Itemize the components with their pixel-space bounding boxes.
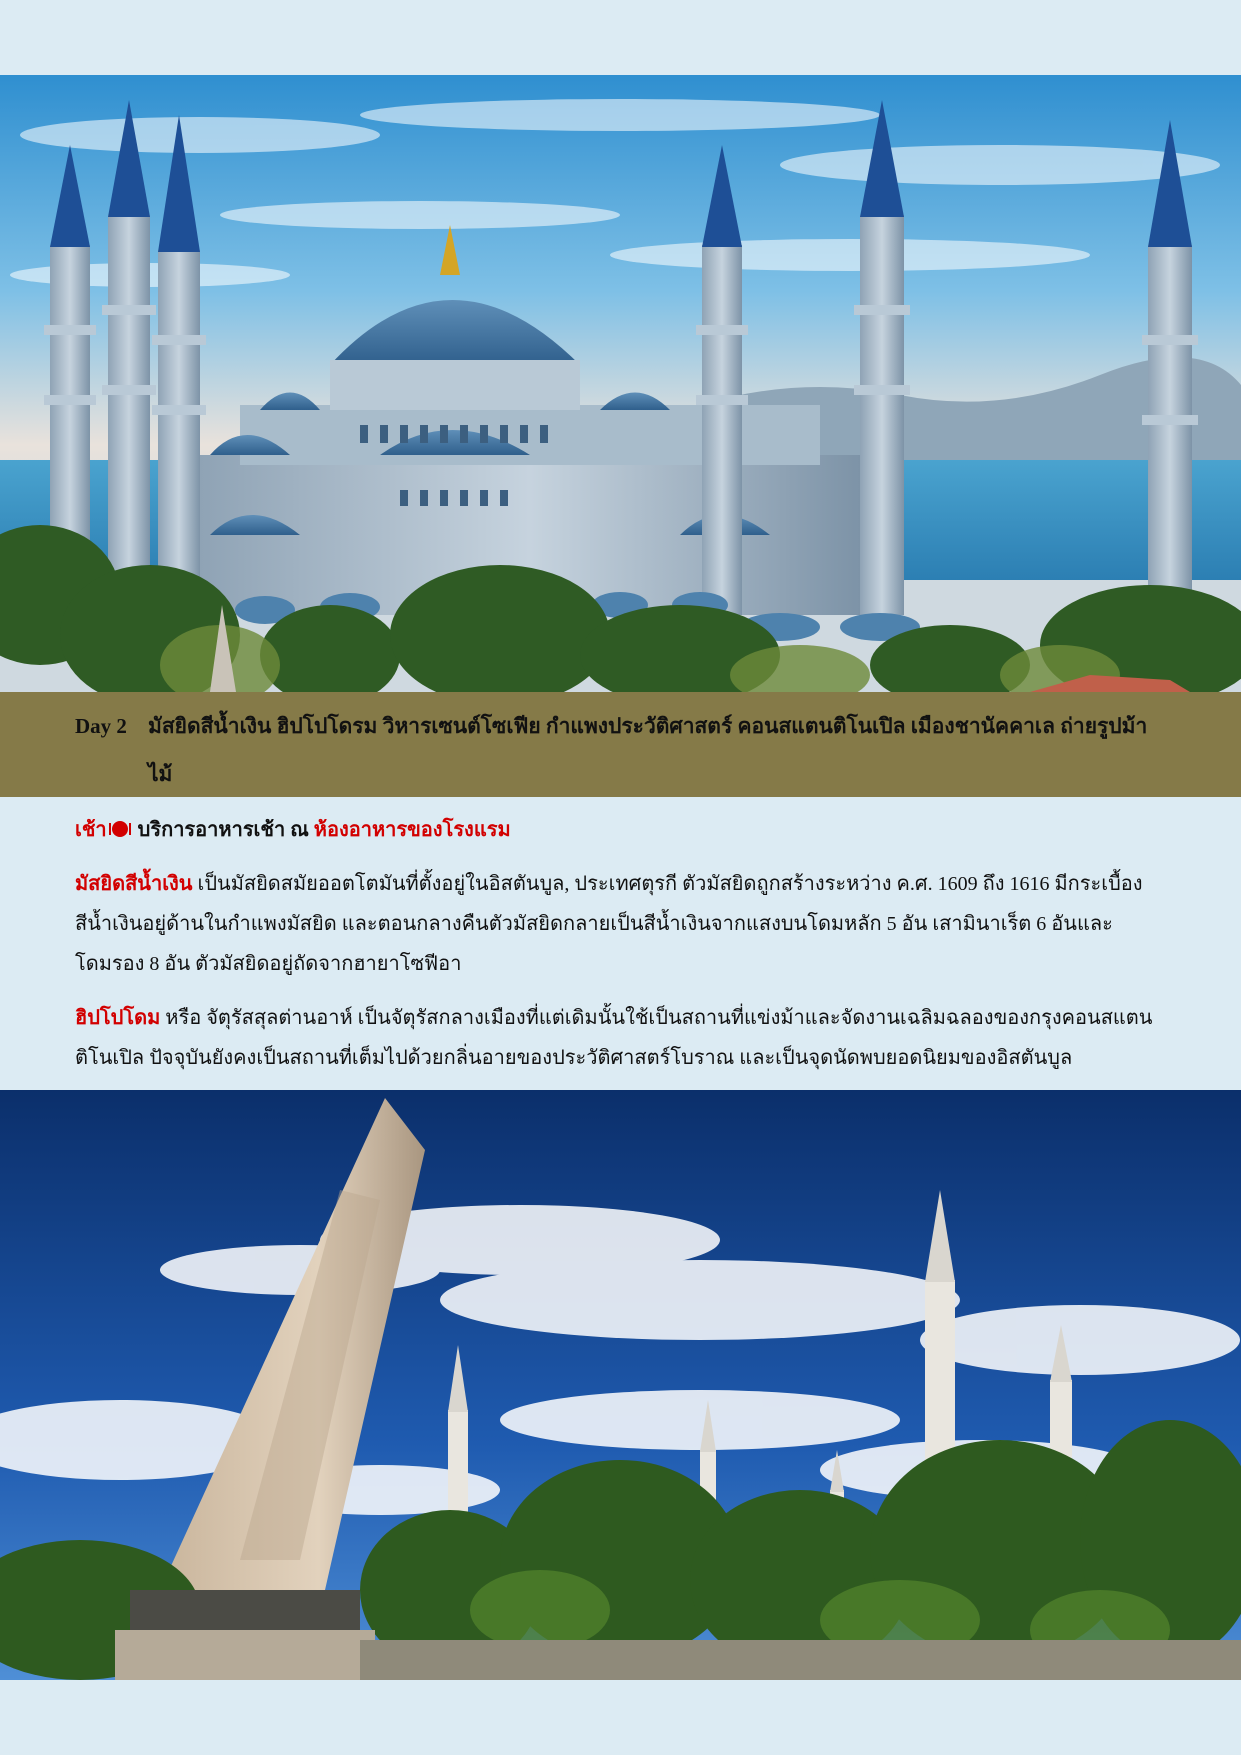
day-title: มัสยิดสีน้ำเงิน ฮิปโปโดรม วิหารเซนต์โซเฟีย กำแพงประวัติศาสตร์ คอนสแตนติโนเปิล เมืองชานัคคาเล ถ่ายรูปม้าไม้ [148,714,1148,786]
hippodrome-name: ฮิปโปโดม [75,1007,161,1029]
meal-label: เช้า [75,819,107,841]
breakfast-place: ห้องอาหารของโรงแรม [313,819,511,841]
blue-mosque-text: เป็นมัสยิดสมัยออตโตมันที่ตั้งอยู่ในอิสตันบูล, ประเทศตุรกี ตัวมัสยิดถูกสร้างระหว่าง ค.ศ. 1609 ถึง 1616 มีกระเบื้องสีน้ำเงินอยู่ด้านในกำแพงมัสยิด และตอนกลางคืนตัวมัสยิดกลายเป็นสีน้ำเงินจากแสงบนโดมหลัก 5 อัน เสามินาเร็ต 6 อันและ โดมรอง 8 อัน ตัวมัสยิดอยู่ถัดจากฮายาโซฟีอา [75,873,1143,975]
hippodrome-text: หรือ จัตุรัสสุลต่านอาห์ เป็นจัตุรัสกลางเมืองที่แต่เดิมนั้นใช้เป็นสถานที่แข่งม้าและจัดงานเฉลิมฉลองของกรุงคอนสแตนติโนเปิล ปัจจุบันยังคงเป็นสถานที่เต็มไปด้วยกลิ่นอายของประวัติศาสตร์โบราณ และเป็นจุดนัดพบยอดนิยมของอิสตันบูล [75,1007,1153,1069]
day-label: Day 2 [75,714,127,738]
day-banner [0,692,1241,797]
breakfast-text: บริการอาหารเช้า ณ [132,819,314,841]
dish-icon [109,820,131,838]
blue-mosque-name: มัสยิดสีน้ำเงิน [75,873,193,895]
blue-mosque-paragraph [75,864,1165,984]
blue-mosque-photo [0,75,1241,692]
day-content [75,810,1165,1092]
hippodrome-photo [0,1090,1241,1680]
hippodrome-paragraph [75,998,1165,1078]
breakfast-line [75,810,1165,850]
